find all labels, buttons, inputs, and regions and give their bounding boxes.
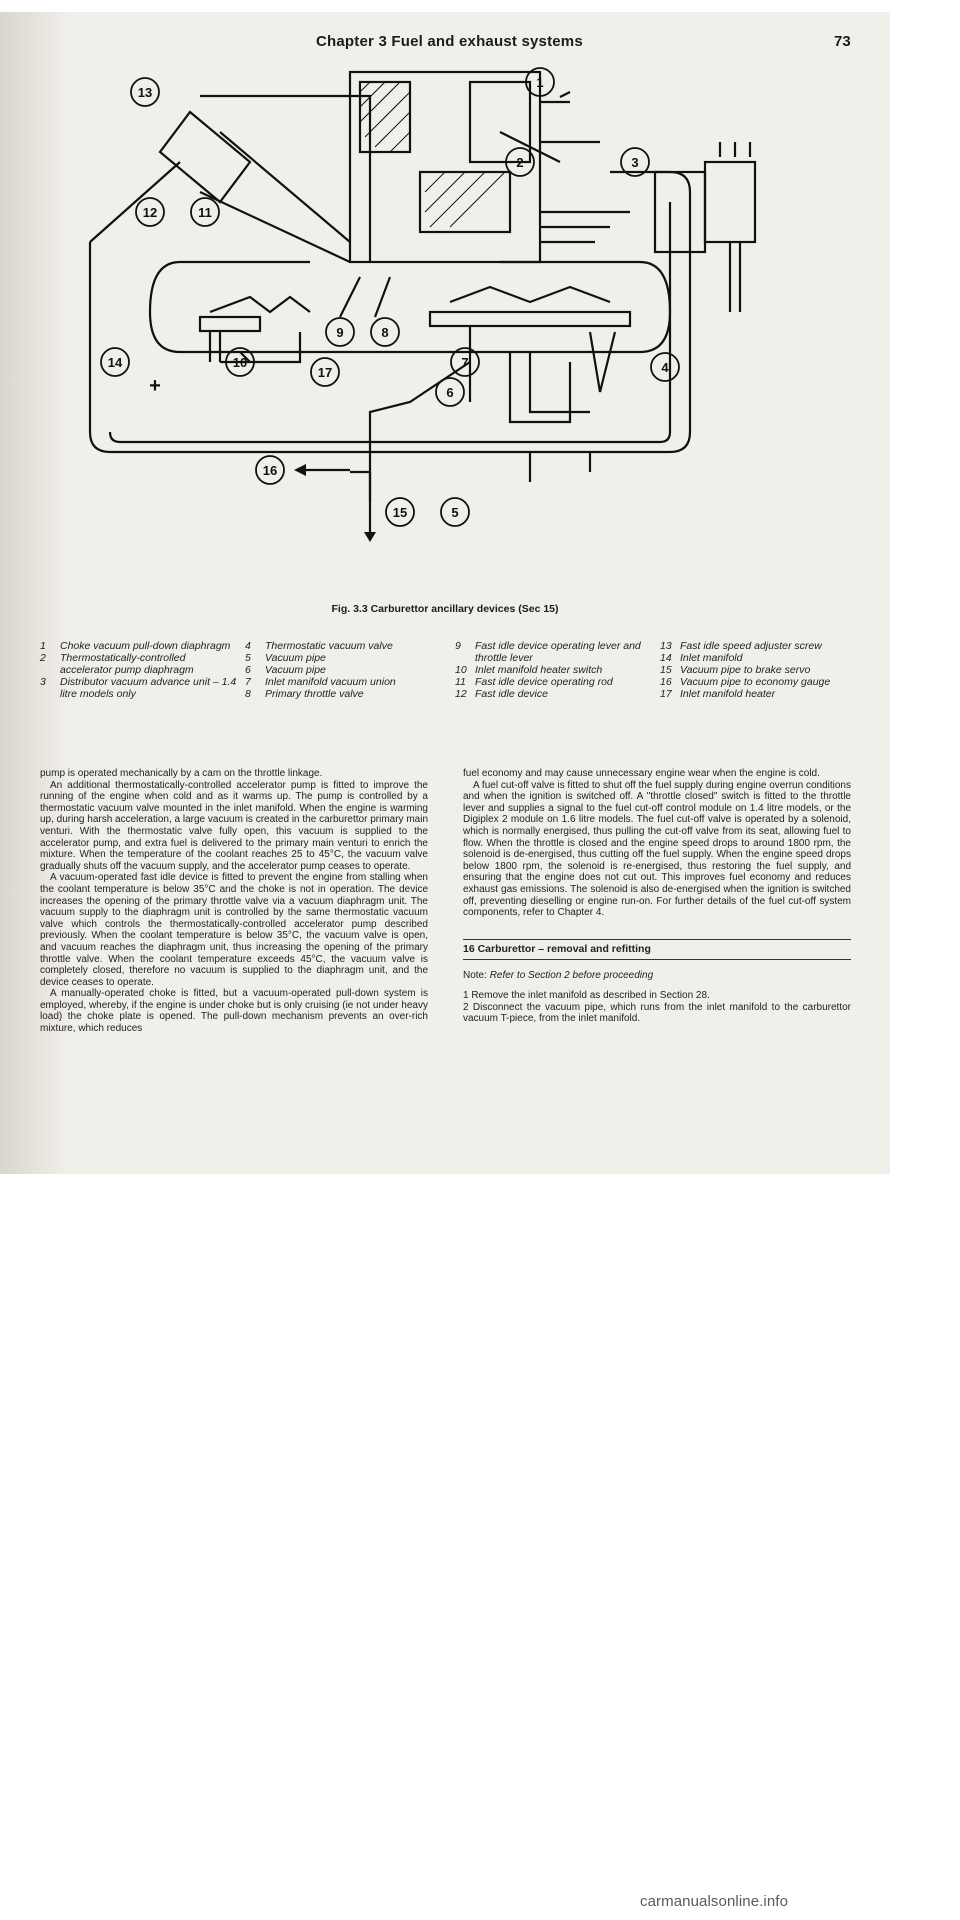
legend-item bbox=[455, 688, 655, 700]
page-number: 73 bbox=[834, 33, 851, 50]
step: 2 Disconnect the vacuum pipe, which runs from the inlet manifold to the carburettor vacuum T-piece, from the inlet manifold. bbox=[463, 1001, 851, 1025]
step: 1 Remove the inlet manifold as described in Section 28. bbox=[463, 989, 710, 1001]
legend-text: Vacuum pipe bbox=[265, 664, 326, 676]
legend-number: 12 bbox=[455, 688, 467, 700]
legend-text: Distributor vacuum advance unit – 1.4 litre models only bbox=[60, 676, 237, 700]
callout-label-1: 1 bbox=[536, 75, 544, 90]
legend-text: Vacuum pipe bbox=[265, 652, 326, 664]
paragraph: A vacuum-operated fast idle device is fitted to prevent the engine from stalling when the coolant temperature is below 35°C and the choke is not in operation. The device increases the opening of the primary throttle valve via a vacuum diaphragm unit. The vacuum supply to the diaphragm unit is controlled by the same thermostatic vacuum valve which controls the thermostatically-controlled accelerator pump described previously. When the coolant temperature is below 35°C, the vacuum valve is open, and vacuum reaches the diaphragm unit, thus increasing the opening of the primary throttle valve. When the coolant temperature exceeds 45°C, the vacuum valve is completely closed, therefore no vacuum is supplied to the diaphragm unit, and the device ceases to operate. bbox=[40, 872, 428, 988]
paragraph: An additional thermostatically-controlled accelerator pump is fitted to improve the running of the engine when cold and as it warms up. The pump is controlled by a thermostatic vacuum valve mounted in the inlet manifold. When the engine is warming up, during harsh acceleration, a large vacuum is created in the carburettor primary main venturi. With the thermostatic valve fully open, this vacuum is supplied to the accelerator pump, and extra fuel is delivered to the primary main venturi to enrich the mixture. When the temperature of the coolant reaches 25 to 45°C, the vacuum valve gradually shuts off the vacuum supply, and the accelerator pump ceases to operate. bbox=[40, 779, 428, 872]
legend-column-2 bbox=[245, 640, 445, 700]
legend-text: Fast idle device operating lever and throttle lever bbox=[475, 640, 641, 664]
section-rule-top bbox=[463, 939, 851, 940]
callout-label-10: 10 bbox=[232, 355, 248, 370]
legend-item bbox=[660, 640, 870, 652]
paragraph: A fuel cut-off valve is fitted to shut off the fuel supply during engine overrun conditions and when the ignition is switched off. A "throttle closed" switch is fitted to the throttle lever and supplies a signal to the fuel cut-off control module on 1.4 litre models, or the Digiplex 2 module on 1.6 litre models. The fuel cut-off valve is operated by a solenoid, which is normally energised, thus pulling the cut-off valve from its seat, allowing fuel to flow. When the throttle is closed and the engine speed drops to around 1800 rpm, the solenoid is de-energised, thus cutting off the fuel supply. When the engine speed drops below 1800 rpm, the solenoid is re-energised, thus restoring the fuel supply, and ensuring that the engine does not cut out. This improves fuel economy and reduces exhaust gas emissions. The solenoid is also de-energised when the ignition is switched off, preventing dieselling or engine run-on. For further details of the fuel cut-off system components, refer to Chapter 4. bbox=[463, 779, 851, 919]
legend-number: 3 bbox=[40, 676, 46, 688]
legend-text: Fast idle speed adjuster screw bbox=[680, 640, 822, 652]
legend-column-3 bbox=[455, 640, 655, 700]
legend-text: Inlet manifold heater switch bbox=[475, 664, 603, 676]
legend-item bbox=[660, 652, 870, 664]
legend-number: 10 bbox=[455, 664, 467, 676]
callout-label-8: 8 bbox=[381, 325, 389, 340]
legend-item bbox=[660, 676, 870, 688]
legend-number: 17 bbox=[660, 688, 672, 700]
legend-item bbox=[245, 652, 445, 664]
callout-label-4: 4 bbox=[661, 360, 669, 375]
carb-body bbox=[350, 72, 540, 262]
legend-number: 11 bbox=[455, 676, 466, 688]
callout-label-15: 15 bbox=[392, 505, 408, 520]
legend-number: 2 bbox=[40, 652, 46, 664]
legend-text: Inlet manifold bbox=[680, 652, 743, 664]
callout-label-5: 5 bbox=[451, 505, 459, 520]
legend-item bbox=[245, 676, 445, 688]
pipe-13-diag bbox=[90, 162, 180, 242]
fast-idle-device bbox=[160, 112, 250, 202]
legend-item bbox=[40, 676, 240, 700]
legend-text: Inlet manifold vacuum union bbox=[265, 676, 396, 688]
legend-item bbox=[455, 676, 655, 688]
legend-item bbox=[40, 640, 240, 652]
legend-number: 15 bbox=[660, 664, 672, 676]
thermo-valve bbox=[590, 332, 615, 392]
legend-item bbox=[40, 652, 240, 676]
legend-item bbox=[245, 688, 445, 700]
legend-text: Thermostatically-controlled accelerator pump diaphragm bbox=[60, 652, 194, 676]
left-text-column bbox=[40, 768, 428, 1035]
callout-label-7: 7 bbox=[461, 355, 469, 370]
legend-column-1 bbox=[40, 640, 240, 700]
figure-caption: Fig. 3.3 Carburettor ancillary devices (Sec 15) bbox=[331, 603, 559, 615]
legend-text: Primary throttle valve bbox=[265, 688, 364, 700]
callout-label-16: 16 bbox=[262, 463, 278, 478]
legend-number: 9 bbox=[455, 640, 461, 652]
callout-label-14: 14 bbox=[107, 355, 123, 370]
legend-number: 1 bbox=[40, 640, 46, 652]
right-text-column bbox=[463, 768, 851, 1025]
legend-item bbox=[455, 664, 655, 676]
legend-number: 8 bbox=[245, 688, 251, 700]
legend-number: 14 bbox=[660, 652, 672, 664]
callout-label-13: 13 bbox=[137, 85, 153, 100]
callout-label-3: 3 bbox=[631, 155, 639, 170]
legend-item bbox=[245, 664, 445, 676]
legend-text: Vacuum pipe to brake servo bbox=[680, 664, 811, 676]
legend-text: Inlet manifold heater bbox=[680, 688, 776, 700]
chapter-header: Chapter 3 Fuel and exhaust systems bbox=[316, 33, 583, 50]
note-label: Note: bbox=[463, 970, 490, 982]
section-title: 16 Carburettor – removal and refitting bbox=[463, 942, 651, 955]
watermark: carmanualsonline.info bbox=[640, 1893, 789, 1910]
legend-item bbox=[245, 640, 445, 652]
legend-number: 4 bbox=[245, 640, 251, 652]
legend-text: Fast idle device operating rod bbox=[475, 676, 613, 688]
legend-number: 13 bbox=[660, 640, 672, 652]
legend-number: 5 bbox=[245, 652, 251, 664]
legend-number: 16 bbox=[660, 676, 672, 688]
legend-text: Thermostatic vacuum valve bbox=[265, 640, 393, 652]
legend-number: 6 bbox=[245, 664, 251, 676]
note bbox=[463, 970, 851, 982]
distributor-unit bbox=[655, 172, 705, 252]
legend-number: 7 bbox=[245, 676, 251, 688]
legend-item bbox=[660, 664, 870, 676]
paragraph: fuel economy and may cause unnecessary engine wear when the engine is cold. bbox=[463, 768, 820, 779]
legend-item bbox=[660, 688, 870, 700]
legend-column-4 bbox=[660, 640, 870, 700]
legend-text: Fast idle device bbox=[475, 688, 548, 700]
callout-label-17: 17 bbox=[317, 365, 333, 380]
callout-label-9: 9 bbox=[336, 325, 344, 340]
legend-text: Vacuum pipe to economy gauge bbox=[680, 676, 831, 688]
callout-label-11: 11 bbox=[198, 205, 212, 220]
callout-label-2: 2 bbox=[516, 155, 524, 170]
paragraph: pump is operated mechanically by a cam on the throttle linkage. bbox=[40, 768, 323, 779]
legend-text: Choke vacuum pull-down diaphragm bbox=[60, 640, 231, 652]
note-text: Refer to Section 2 before proceeding bbox=[489, 970, 654, 982]
callout-label-6: 6 bbox=[446, 385, 454, 400]
plus-sign: + bbox=[149, 375, 161, 397]
callout-label-12: 12 bbox=[142, 205, 158, 220]
pipe-top bbox=[200, 96, 370, 162]
carburettor-diagram bbox=[70, 62, 840, 602]
paragraph: A manually-operated choke is fitted, but a vacuum-operated pull-down system is employed, whereby, if the engine is under choke but is only cruising (ie not under heavy load) the choke plate is opened. The pull-down mechanism prevents an over-rich mixture, which reduces bbox=[40, 988, 428, 1035]
legend-item bbox=[455, 640, 655, 664]
